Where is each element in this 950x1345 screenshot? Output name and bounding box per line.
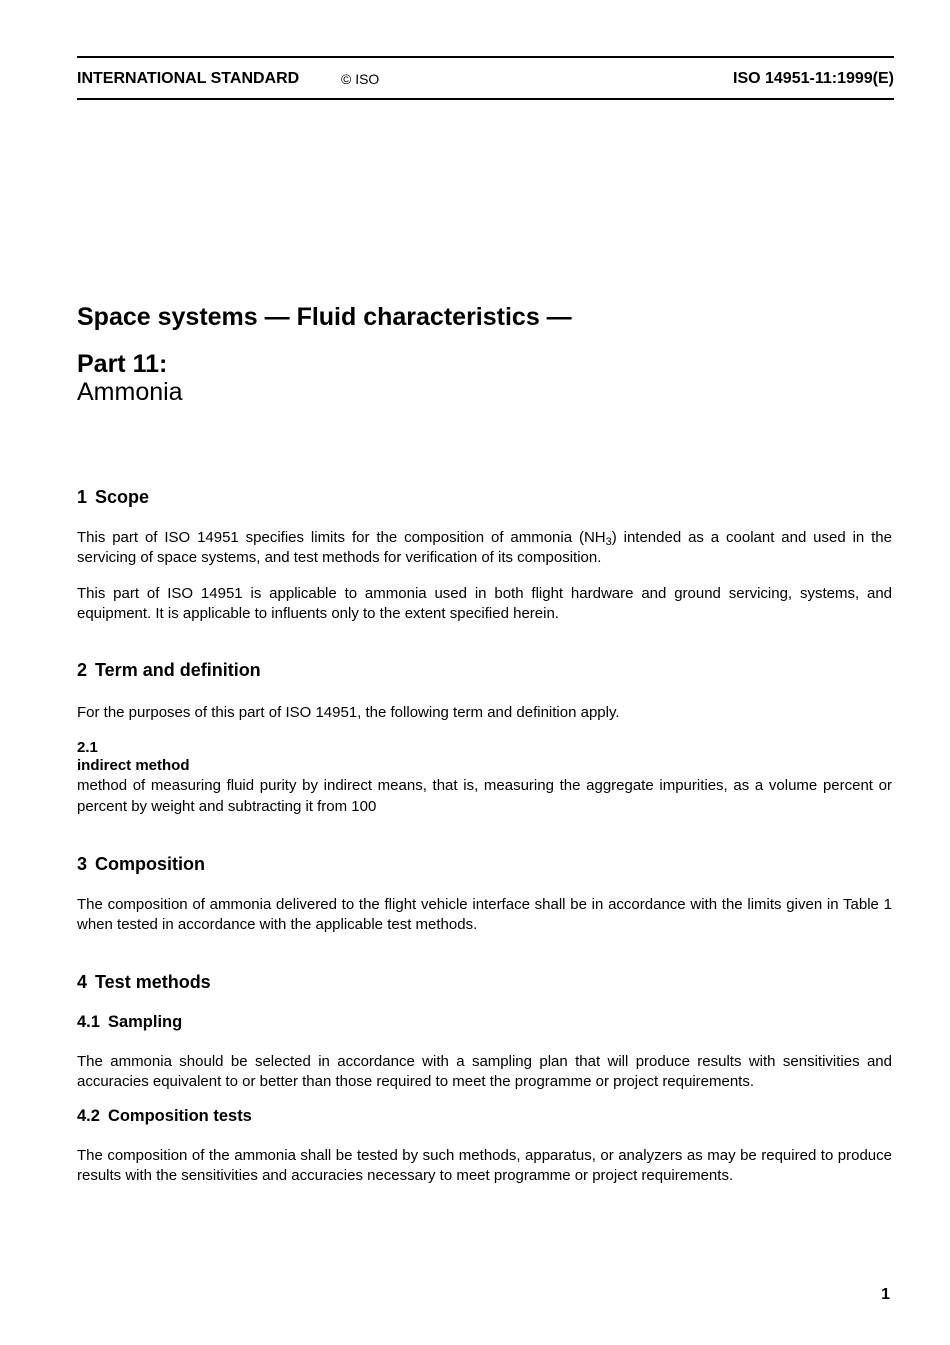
section-heading-test-methods bbox=[77, 971, 211, 993]
section-number: 2 bbox=[77, 660, 88, 680]
section-heading-composition bbox=[77, 853, 205, 875]
scope-paragraph-1: This part of ISO 14951 specifies limits for the composition of ammonia $(NH_3)$ intended as a coolant and used in the servicing of space systems, and test methods for verification of its composition. bbox=[77, 529, 892, 566]
subsection-title: Sampling bbox=[107, 1013, 183, 1031]
subsection-heading-composition-tests bbox=[77, 1106, 252, 1126]
subscript: 3 bbox=[605, 536, 612, 548]
header-bottom-rule bbox=[77, 98, 894, 100]
composition-paragraph: The composition of ammonia delivered to the flight vehicle interface shall be in accordance with the limits given in Table 1 when tested in accordance with the applicable test methods. bbox=[77, 896, 892, 933]
section-title: Composition bbox=[95, 854, 206, 874]
section-number: 4 bbox=[77, 972, 88, 992]
header-doc-number: ISO 14951-11:1999(E) bbox=[733, 70, 894, 87]
document-subject: Ammonia bbox=[77, 378, 183, 406]
document-title: Space systems — Fluid characteristics — bbox=[77, 303, 572, 331]
document-part: Part 11: bbox=[77, 350, 168, 378]
subsection-heading-sampling bbox=[77, 1012, 182, 1032]
subsection-number: 4.1 bbox=[77, 1013, 100, 1031]
section-heading-terms bbox=[77, 659, 261, 681]
sampling-paragraph: The ammonia should be selected in accordance with a sampling plan that will produce results with sensitivities and accuracies equivalent to or better than those required to meet the programme or project requirements. bbox=[77, 1053, 892, 1090]
composition-tests-paragraph: The composition of the ammonia shall be tested by such methods, apparatus, or analyzers as may be required to produce results with the sensitivities and accuracies necessary to meet programme or project requirements. bbox=[77, 1147, 892, 1184]
section-heading-scope bbox=[77, 486, 149, 508]
term-name: indirect method bbox=[77, 757, 190, 774]
section-number: 1 bbox=[77, 487, 88, 507]
page-number: 1 bbox=[881, 1286, 890, 1303]
header-doc-type: INTERNATIONAL STANDARD bbox=[77, 70, 300, 87]
section-title: Term and definition bbox=[95, 660, 261, 680]
header-top-rule bbox=[77, 56, 894, 58]
term-number: 2.1 bbox=[77, 739, 98, 756]
section-title: Scope bbox=[95, 487, 150, 507]
section-title: Test methods bbox=[95, 972, 211, 992]
term-definition: method of measuring fluid purity by indirect means, that is, measuring the aggregate impurities, as a volume percent or percent by weight and subtracting it from 100 bbox=[77, 777, 892, 815]
subsection-number: 4.2 bbox=[77, 1107, 100, 1125]
section-number: 3 bbox=[77, 854, 88, 874]
subsection-title: Composition tests bbox=[107, 1107, 252, 1125]
terms-intro: For the purposes of this part of ISO 14951, the following term and definition apply. bbox=[77, 704, 620, 721]
header-copyright: © ISO bbox=[341, 71, 380, 87]
scope-paragraph-2: This part of ISO 14951 is applicable to ammonia used in both flight hardware and ground servicing, systems, and equipment. It is applicable to influents only to the extent specified herein. bbox=[77, 585, 892, 622]
